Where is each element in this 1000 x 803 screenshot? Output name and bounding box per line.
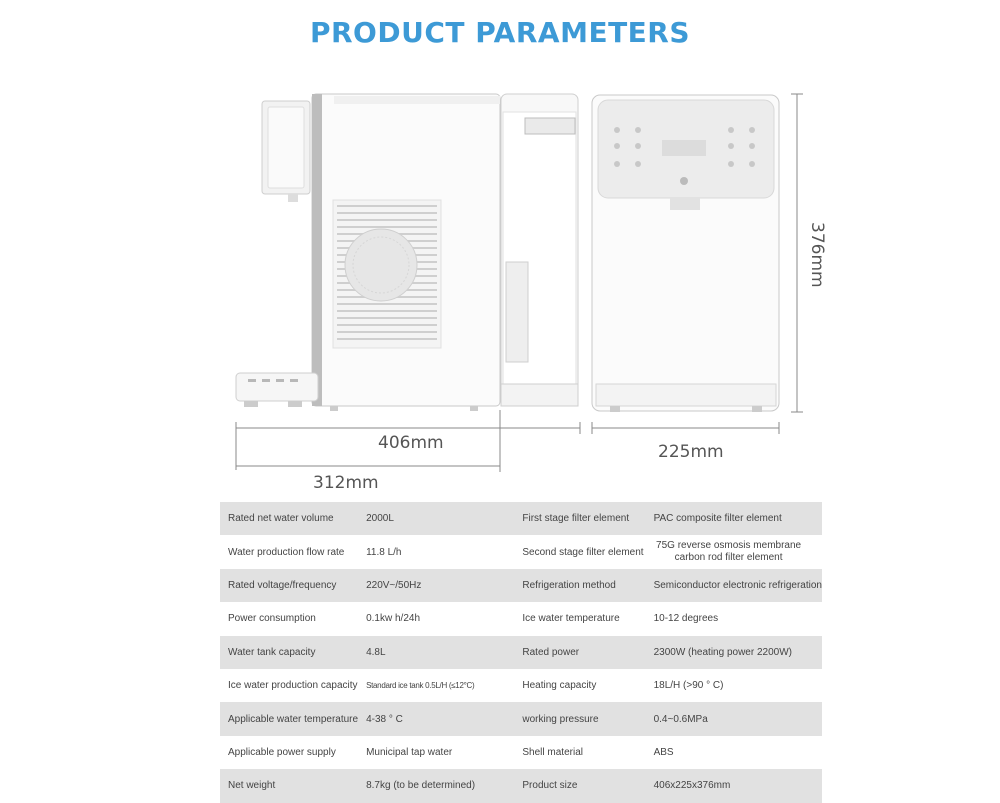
side-view [236,94,578,411]
dimension-depth-full: 406mm [378,433,444,453]
param-value: Standard ice tank 0.5L/H (≤12°C) [358,669,496,702]
param-label: Heating capacity [496,669,643,702]
page-title: PRODUCT PARAMETERS [309,16,691,49]
param-label: Ice water temperature [496,602,643,635]
param-value: 0.1kw h/24h [358,602,496,635]
param-value: 10-12 degrees [644,602,822,635]
param-value: Municipal tap water [358,736,496,769]
front-view [592,95,779,412]
param-value: 4-38 ° C [358,702,496,735]
param-value: ABS [644,736,822,769]
param-label: Refrigeration method [496,569,643,602]
table-row [220,702,822,735]
param-label: First stage filter element [496,502,643,535]
param-value: 2300W (heating power 2200W) [644,636,822,669]
param-label: Applicable water temperature [220,702,358,735]
table-row [220,736,822,769]
dimension-height: 376mm [807,222,827,288]
param-label: Rated power [496,636,643,669]
param-label: Ice water production capacity [220,669,358,702]
param-label: working pressure [496,702,643,735]
param-value: 220V~/50Hz [358,569,496,602]
table-row [220,769,822,802]
table-row [220,535,822,568]
param-label: Water production flow rate [220,535,358,568]
param-label: Second stage filter element [496,535,643,568]
table-row [220,636,822,669]
param-label: Rated voltage/frequency [220,569,358,602]
param-label: Applicable power supply [220,736,358,769]
param-value-line: 75G reverse osmosis membrane [656,540,802,552]
param-label: Water tank capacity [220,636,358,669]
param-label: Shell material [496,736,643,769]
param-value-line: carbon rod filter element [674,552,783,564]
param-value: 8.7kg (to be determined) [358,769,496,802]
param-value: PAC composite filter element [644,502,822,535]
table-row [220,602,822,635]
dimension-width: 225mm [658,442,724,462]
param-label: Power consumption [220,602,358,635]
param-label: Product size [496,769,643,802]
param-value: 2000L [358,502,496,535]
param-label: Net weight [220,769,358,802]
param-value: Semiconductor electronic refrigeration [644,569,822,602]
table-row [220,569,822,602]
param-label: Rated net water volume [220,502,358,535]
parameters-table [220,502,822,803]
param-value: 18L/H (>90 ° C) [644,669,822,702]
table-row [220,669,822,702]
param-value [644,535,822,568]
param-value: 0.4~0.6MPa [644,702,822,735]
param-value: 4.8L [358,636,496,669]
param-value: 11.8 L/h [358,535,496,568]
param-value: 406x225x376mm [644,769,822,802]
table-row [220,502,822,535]
dimension-depth-body: 312mm [313,473,379,493]
